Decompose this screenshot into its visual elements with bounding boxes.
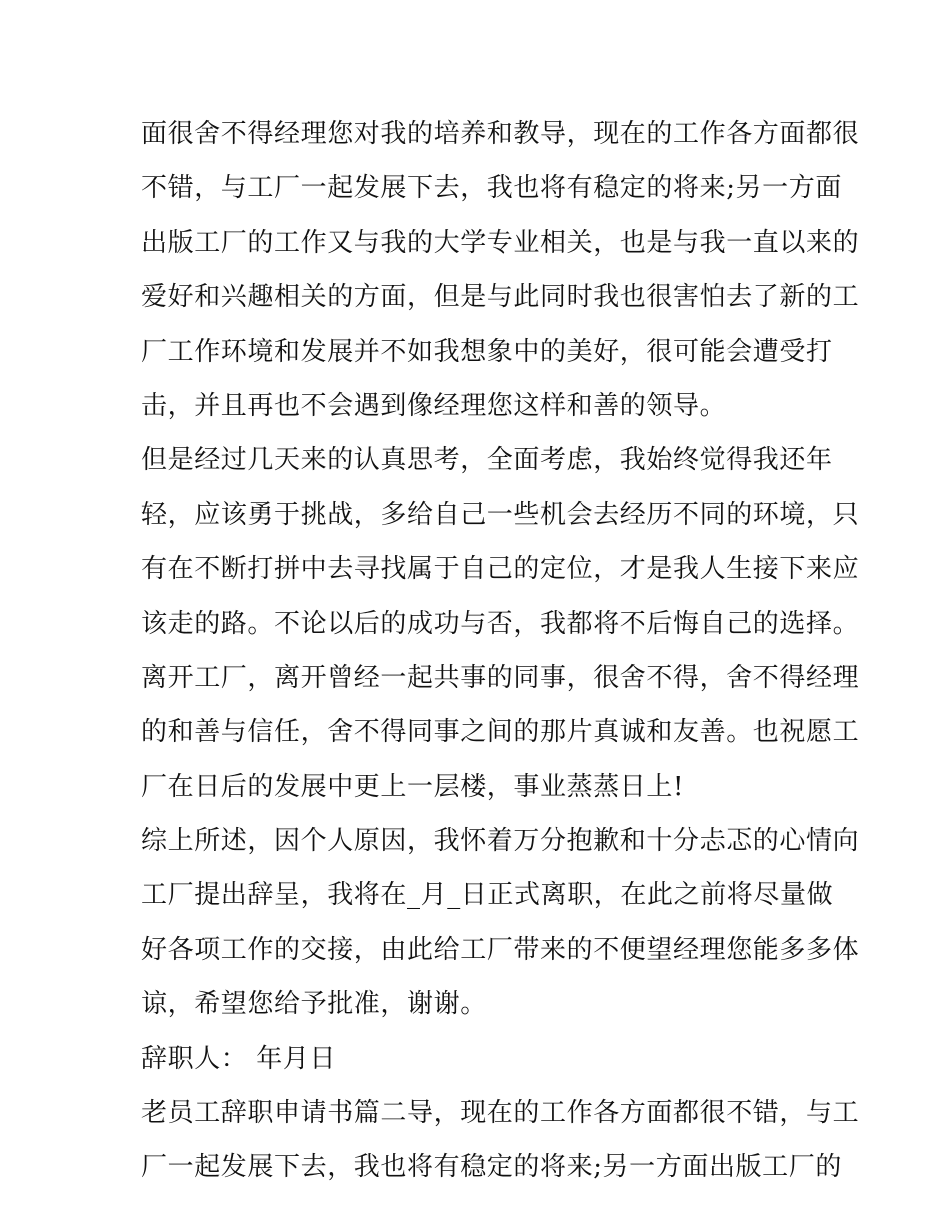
text-line: 出版工厂的工作又与我的大学专业相关，也是与我一直以来的 [141, 227, 860, 258]
text-line: 面很舍不得经理您对我的培养和教导，现在的工作各方面都很 [141, 119, 860, 149]
text-line: 轻，应该勇于挑战，多给自己一些机会去经历不同的环境，只 [141, 499, 860, 530]
text-line: 爱好和兴趣相关的方面，但是与此同时我也很害怕去了新的工 [141, 282, 860, 313]
text-line: 厂在日后的发展中更上一层楼，事业蒸蒸日上! [141, 771, 685, 802]
text-line: 工厂提出辞呈，我将在_月_日正式离职，在此之前将尽量做 [141, 880, 834, 911]
text-line: 好各项工作的交接，由此给工厂带来的不便望经理您能多多体 [141, 934, 860, 965]
text-line: 老员工辞职申请书篇二导，现在的工作各方面都很不错，与工 [141, 1098, 860, 1129]
text-line: 厂一起发展下去，我也将有稳定的将来;另一方面出版工厂的 [141, 1152, 842, 1183]
text-line: 谅，希望您给予批准，谢谢。 [141, 989, 487, 1020]
text-line: 厂工作环境和发展并不如我想象中的美好，很可能会遭受打 [141, 336, 833, 367]
text-line: 离开工厂，离开曾经一起共事的同事，很舍不得，舍不得经理 [141, 662, 860, 693]
document-body [141, 107, 860, 1195]
signature-line: 辞职人： 年月日 [141, 1043, 337, 1074]
text-line: 不错，与工厂一起发展下去，我也将有稳定的将来;另一方面 [141, 173, 842, 204]
text-line: 有在不断打拼中去寻找属于自己的定位，才是我人生接下来应 [141, 554, 860, 585]
text-line: 但是经过几天来的认真思考，全面考虑，我始终觉得我还年 [141, 445, 833, 476]
text-line: 该走的路。不论以后的成功与否，我都将不后悔自己的选择。 [141, 608, 860, 639]
text-line: 击，并且再也不会遇到像经理您这样和善的领导。 [141, 390, 727, 421]
text-line: 综上所述，因个人原因，我怀着万分抱歉和十分忐忑的心情向 [141, 826, 860, 857]
text-line: 的和善与信任，舍不得同事之间的那片真诚和友善。也祝愿工 [141, 717, 860, 748]
